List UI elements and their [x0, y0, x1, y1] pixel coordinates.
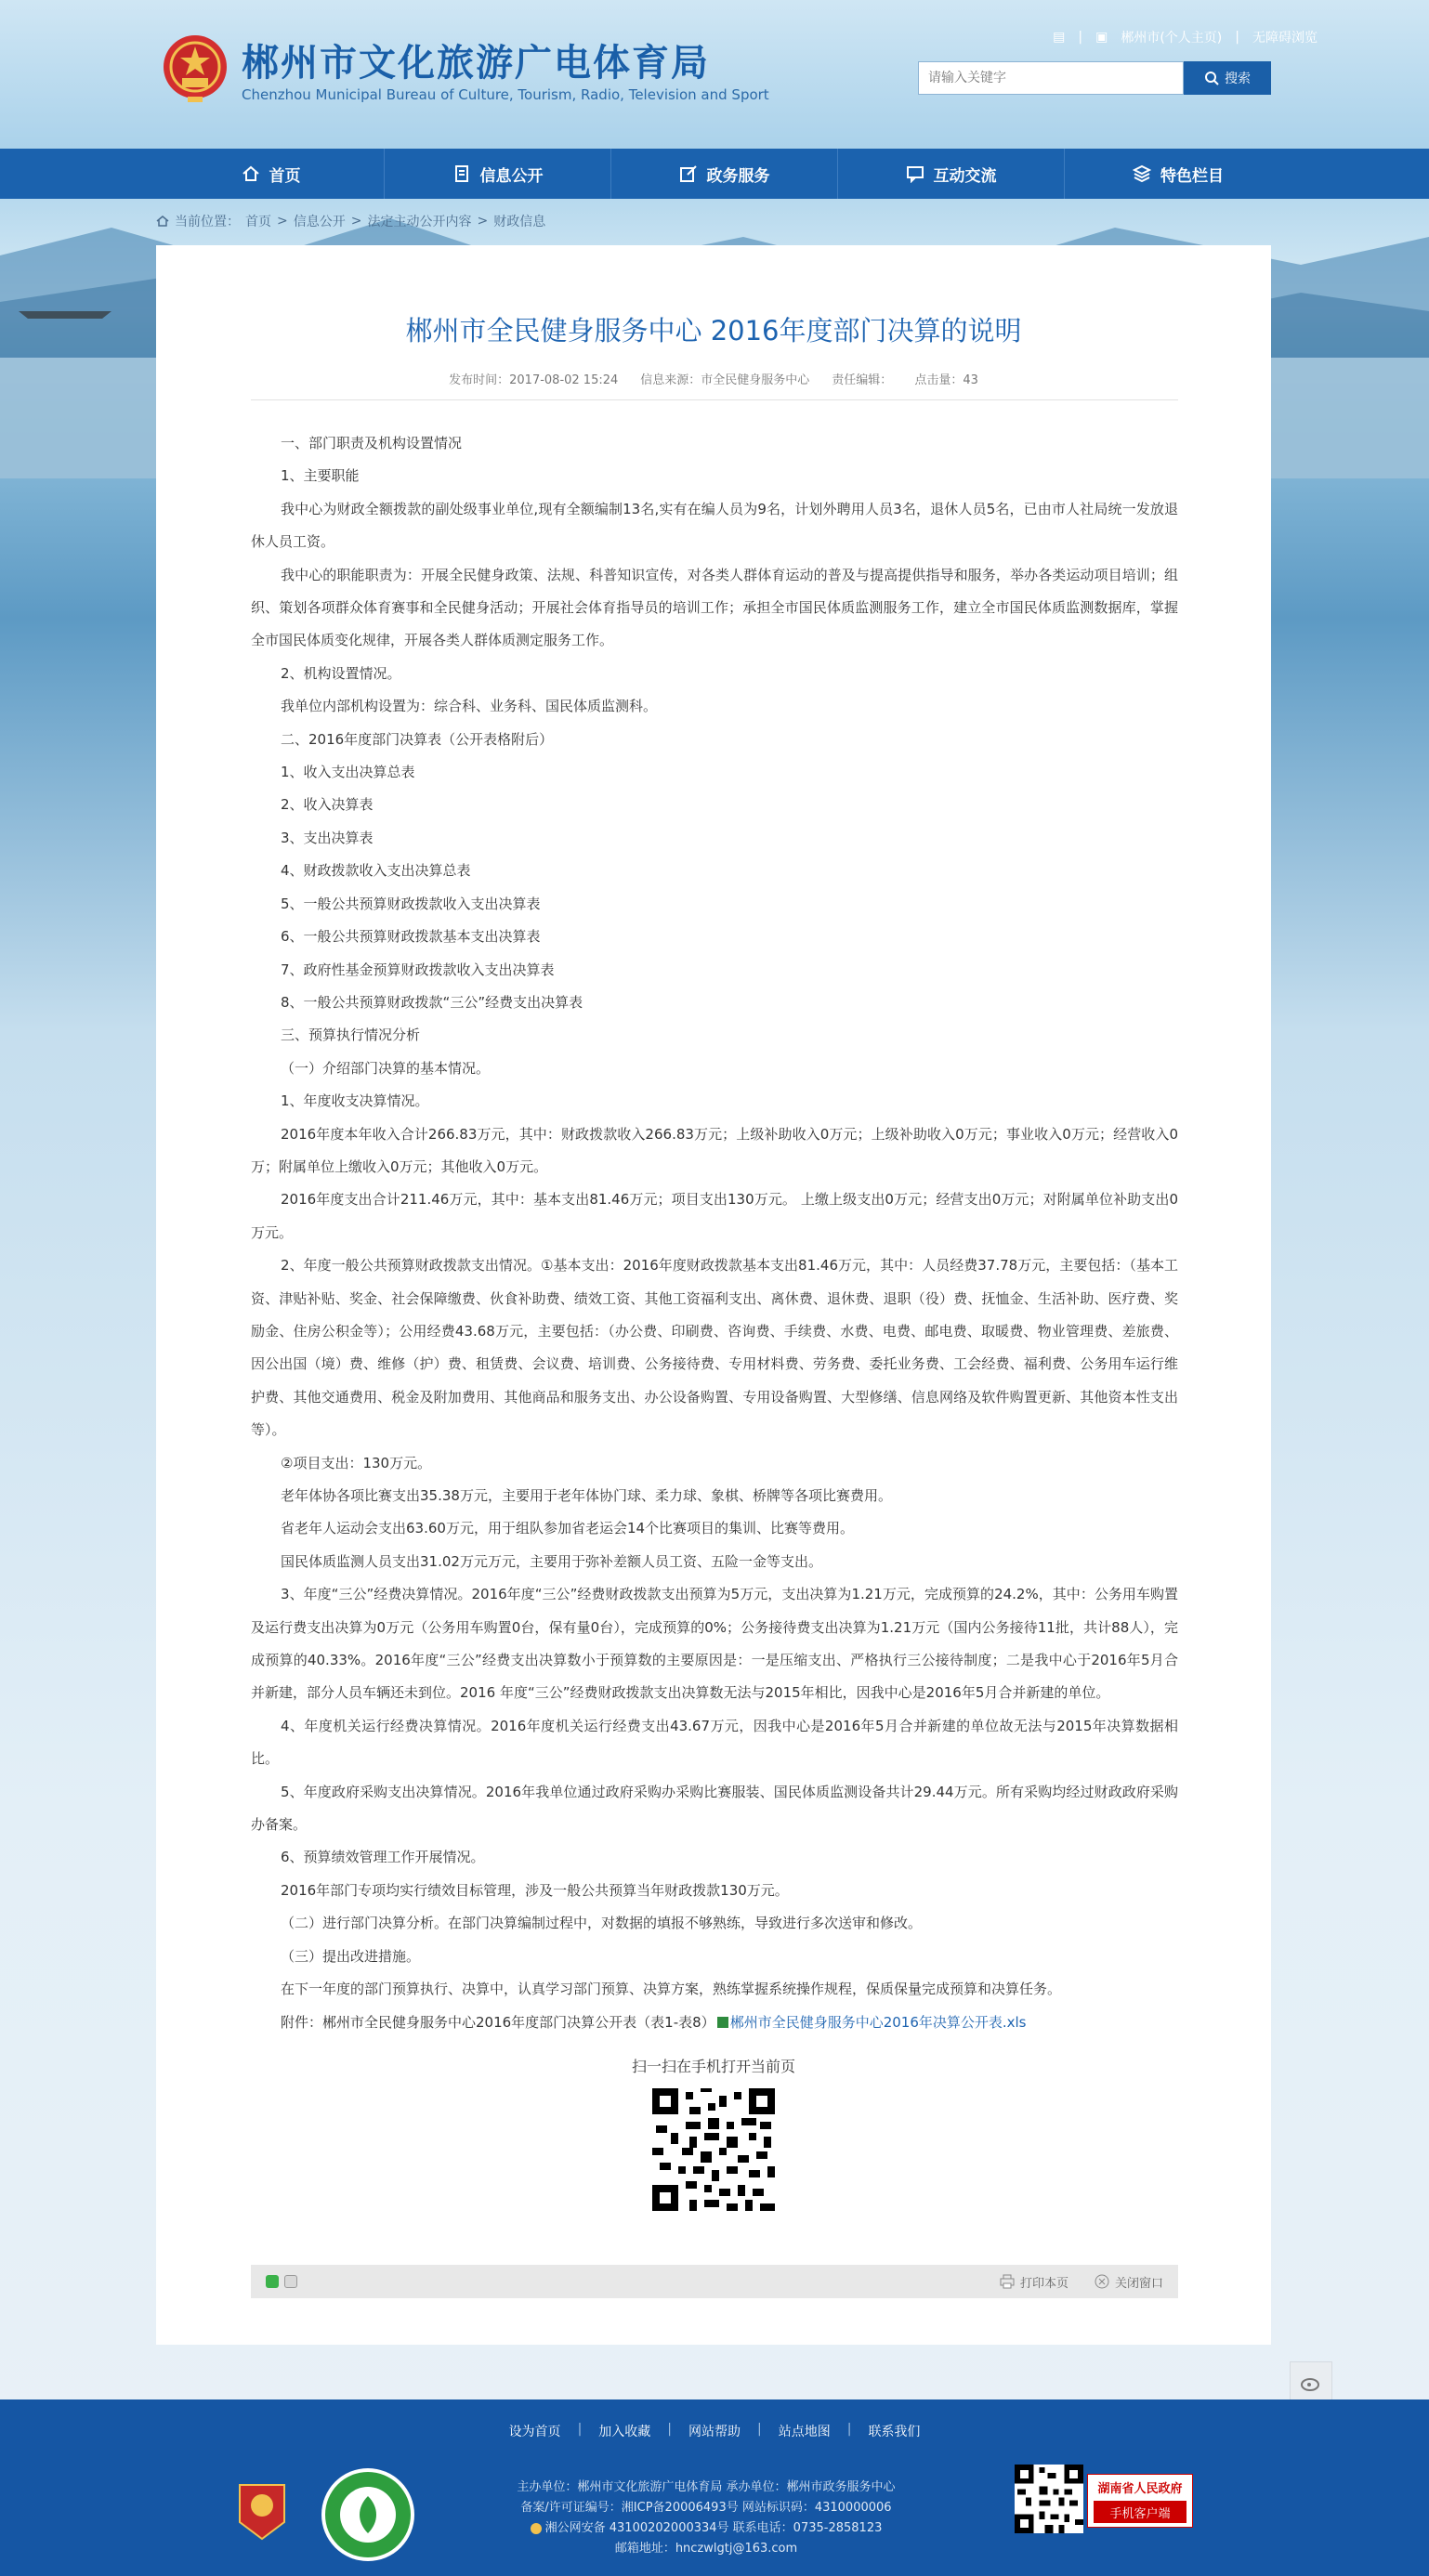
- weibo-icon: [1300, 2373, 1322, 2392]
- print-label: 打印本页: [1019, 2276, 1068, 2291]
- footer-link-contact[interactable]: 联系我们: [868, 2425, 921, 2439]
- top-links: [1053, 28, 1318, 46]
- footer-sponsor: 主办单位：郴州市文化旅游广电体育局 承办单位：郴州市政务服务中心: [517, 2480, 896, 2494]
- search-button[interactable]: [1184, 61, 1271, 95]
- article-title: 郴州市全民健身服务中心 2016年度部门决算的说明: [405, 315, 1022, 347]
- breadcrumb-separator: >: [277, 214, 288, 229]
- main-nav: [0, 149, 1429, 199]
- paragraph: 4、财政拨款收入支出决算总表: [281, 862, 471, 880]
- paragraph: （三）提出改进措施。: [281, 1947, 421, 1965]
- share-icons: [266, 2275, 297, 2288]
- article-toolbar: [251, 2265, 1178, 2298]
- police-badge-icon: [531, 2523, 542, 2534]
- paragraph: （一）介绍部门决算的基本情况。: [281, 1059, 491, 1077]
- paragraph: 4、年度机关运行经费决算情况。2016年度机关运行经费支出43.67万元，因我中心是2016年5月合并新建的单位故无法与2015年决算数据相比。: [251, 1717, 1178, 1768]
- responsible-editor: 责任编辑：: [832, 373, 893, 387]
- chat-icon: [906, 164, 924, 183]
- national-emblem-icon: [160, 32, 230, 106]
- nav-item-interaction[interactable]: [838, 149, 1065, 199]
- footer-email: 邮箱地址：hnczwlgtj@163.com: [614, 2542, 798, 2556]
- footer-link-help[interactable]: 网站帮助: [688, 2425, 741, 2439]
- paragraph: 在下一年度的部门预算执行、决算中，认真学习部门预算、决算方案，熟练掌握系统操作规程，保质保量完成预算和决算任务。: [281, 1981, 1062, 1998]
- breadcrumb-item-finance[interactable]: 财政信息: [493, 215, 546, 229]
- footer-police-text: 湘公网安备 43100202000334号 联系电话：0735-2858123: [544, 2521, 883, 2535]
- attachment-link[interactable]: 郴州市全民健身服务中心2016年决算公开表.xls: [729, 2013, 1027, 2031]
- site-footer: [0, 2399, 1429, 2576]
- footer-separator: |: [667, 2422, 672, 2437]
- paragraph: （二）进行部门决算分析。在部门决算编制过程中，对数据的填报不够熟练，导致进行多次送审和修改。: [281, 1915, 923, 1932]
- paragraph: 5、一般公共预算财政拨款收入支出决算表: [281, 895, 541, 912]
- site-header: [0, 0, 1429, 149]
- toplink-personal-home[interactable]: 郴州市(个人主页): [1121, 31, 1223, 46]
- info-source: 信息来源：市全民健身服务中心: [640, 373, 810, 387]
- user-icon[interactable]: ▤: [1053, 30, 1066, 45]
- paragraph: 3、年度“三公”经费决算情况。2016年度“三公”经费财政拨款支出预算为5万元，支出决算为1.21万元，完成预算的24.2%，其中：公务用车购置及运行费支出决算为0万元（公务用车购置0台，保有量0台），完成预算的0%；公务接待费支出决算为1.21万元（国内公务接待11批，共计88人），完成预算的40.33%。2016年度“三公”经费支出决算数小于预算数的主要原因是：一是压缩支出、严格执行三公接待制度；二是我中心于2016年5月合并新建，部分人员车辆还未到位。2016 年度“三公”经费财政拨款支出决算数无法与2015年相比，因我中心是2016年5月合并新建的单位。: [251, 1586, 1178, 1702]
- nav-label: 首页: [269, 166, 301, 186]
- party-gov-badge-icon[interactable]: [236, 2481, 288, 2543]
- paragraph: 5、年度政府采购支出决算情况。2016年我单位通过政府采购办采购比赛服装、国民体质监测设备共计29.44万元。所有采购均经过财政政府采购办备案。: [251, 1783, 1178, 1834]
- toplink-accessibility[interactable]: 无障碍浏览: [1252, 31, 1318, 46]
- footer-link-set-home[interactable]: 设为首页: [508, 2425, 561, 2439]
- nav-label: 政务服务: [706, 166, 770, 186]
- toplink-separator: |: [1235, 30, 1239, 45]
- nav-label: 信息公开: [479, 166, 544, 186]
- search-icon: [1204, 71, 1219, 85]
- weibo-share-icon[interactable]: [284, 2275, 297, 2288]
- footer-info: [446, 2478, 966, 2559]
- printer-icon: [1000, 2274, 1015, 2289]
- close-window-button[interactable]: [1095, 2273, 1163, 2291]
- footer-separator: |: [577, 2422, 583, 2437]
- footer-link-favorite[interactable]: 加入收藏: [598, 2425, 651, 2439]
- article-panel: [156, 245, 1271, 2345]
- footer-qr-code-image: [1015, 2465, 1083, 2533]
- paragraph: 2、年度一般公共预算财政拨款支出情况。①基本支出：2016年度财政拨款基本支出81.46万元，其中：人员经费37.78万元，主要包括：（基本工资、津贴补贴、奖金、社会保障缴费、伙食补助费、绩效工资、其他工资福利支出、离休费、退休费、退职（役）费、抚恤金、生活补助、医疗费、奖励金、住房公积金等）；公用经费43.68万元，主要包括：（办公费、印刷费、咨询费、手续费、水费、电费、邮电费、取暖费、物业管理费、差旅费、因公出国（境）费、维修（护）费、租赁费、会议费、培训费、公务接待费、专用材料费、劳务费、委托业务费、工会经费、福利费、公务用车运行维护费、其他交通费用、税金及附加费用、其他商品和服务支出、办公设备购置、专用设备购置、大型修缮、信息网络及软件购置更新、其他资本性支出等）。: [251, 1257, 1178, 1439]
- paragraph: 一、部门职责及机构设置情况: [281, 435, 463, 451]
- nav-item-featured[interactable]: [1065, 149, 1291, 199]
- paragraph: 2016年度本年收入合计266.83万元，其中：财政拨款收入266.83万元；上级补助收入0万元；上级补助收入0万元；事业收入0万元；经营收入0万；附属单位上缴收入0万元；其他收入0万元。: [251, 1125, 1178, 1175]
- home-icon: [242, 164, 260, 183]
- paragraph: 6、预算绩效管理工作开展情况。: [281, 1849, 485, 1866]
- footer-separator: |: [757, 2422, 762, 2437]
- search-button-label: 搜索: [1225, 72, 1251, 86]
- footer-icp[interactable]: 备案/许可证编号：湘ICP备20006493号 网站标识码：4310000006: [520, 2501, 892, 2515]
- paragraph: 6、一般公共预算财政拨款基本支出决算表: [281, 928, 541, 946]
- article-body: [251, 427, 1178, 2039]
- breadcrumb: [156, 212, 545, 230]
- breadcrumb-separator: >: [477, 214, 489, 229]
- paragraph: 二、2016年度部门决算表（公开表格附后）: [281, 730, 554, 748]
- breadcrumb-item-info[interactable]: 信息公开: [293, 215, 346, 229]
- paragraph: 1、年度收支决算情况。: [281, 1092, 429, 1110]
- article-meta: [156, 370, 1271, 387]
- paragraph: 3、支出决算表: [281, 829, 374, 846]
- paragraph: 国民体质监测人员支出31.02万元万元，主要用于弥补差额人员工资、五险一金等支出。: [281, 1552, 822, 1570]
- paragraph: 老年体协各项比赛支出35.38万元，主要用于老年体协门球、柔力球、象棋、桥牌等各项比赛费用。: [281, 1487, 892, 1504]
- gov-site-finder-badge-icon[interactable]: [320, 2466, 416, 2563]
- nav-label: 特色栏目: [1160, 166, 1224, 186]
- qr-caption: 扫一扫在手机打开当前页: [631, 2058, 795, 2075]
- paragraph: 2016年部门专项均实行绩效目标管理，涉及一般公共预算当年财政拨款130万元。: [281, 1881, 789, 1899]
- breadcrumb-separator: >: [350, 214, 362, 229]
- qr-code-image: [652, 2088, 775, 2211]
- document-icon: [452, 164, 471, 183]
- paragraph: 我中心为财政全额拨款的副处级事业单位,现有全额编制13名,实有在编人员为9名，计划外聘用人员3名，退休人员5名，已由市人社局统一发放退休人员工资。: [251, 500, 1178, 551]
- site-title: 郴州市文化旅游广电体育局: [242, 42, 710, 85]
- nav-item-home[interactable]: [158, 149, 385, 199]
- meta-divider: [251, 399, 1178, 400]
- monitor-icon: ▣: [1095, 30, 1108, 45]
- paragraph: 2、机构设置情况。: [281, 664, 401, 682]
- close-label: 关闭窗口: [1114, 2276, 1163, 2291]
- close-icon: [1095, 2274, 1109, 2289]
- paragraph: 我中心的职能职责为：开展全民健身政策、法规、科普知识宣传，对各类人群体育运动的普及与提高提供指导和服务，举办各类运动项目培训；组织、策划各项群众体育赛事和全民健身活动；开展社会体育指导员的培训工作；承担全市国民体质监测服务工作，建立全市国民体质监测数据库，掌握全市国民体质变化规律，开展各类人群体质测定服务工作。: [251, 566, 1178, 649]
- search-input[interactable]: [918, 61, 1184, 95]
- breadcrumb-item-statutory[interactable]: 法定主动公开内容: [367, 215, 472, 229]
- footer-links: [0, 2422, 1429, 2440]
- paragraph: 7、政府性基金预算财政拨款收入支出决算表: [281, 961, 555, 978]
- breadcrumb-item-home[interactable]: 首页: [245, 215, 271, 229]
- wechat-share-icon[interactable]: [266, 2275, 279, 2288]
- paragraph: 1、收入支出决算总表: [281, 764, 415, 781]
- toplink-separator: |: [1078, 30, 1083, 45]
- paragraph: 三、预算执行情况分析: [281, 1026, 421, 1044]
- breadcrumb-prefix: 当前位置：: [175, 215, 240, 229]
- paragraph: 2、收入决算表: [281, 796, 374, 814]
- search-bar: [918, 61, 1271, 95]
- weibo-float-button[interactable]: [1290, 2361, 1332, 2404]
- footer-link-sitemap[interactable]: 站点地图: [778, 2425, 831, 2439]
- publish-time: 发布时间：2017-08-02 15:24: [449, 373, 619, 387]
- edit-icon: [679, 164, 698, 183]
- nav-item-gov-service[interactable]: [611, 149, 838, 199]
- paragraph: 2016年度支出合计211.46万元，其中：基本支出81.46万元；项目支出130万元。 上缴上级支出0万元；经营支出0万元；对附属单位补助支出0万元。: [251, 1191, 1178, 1241]
- paragraph: 我单位内部机构设置为：综合科、业务科、国民体质监测科。: [281, 698, 658, 715]
- site-subtitle: Chenzhou Municipal Bureau of Culture, Tourism, Radio, Television and Sport: [242, 86, 769, 103]
- layers-icon: [1133, 164, 1151, 183]
- provincial-gov-app-badge[interactable]: [1087, 2474, 1193, 2528]
- paragraph: ②项目支出：130万元。: [281, 1454, 432, 1471]
- paragraph: 8、一般公共预算财政拨款“三公”经费支出决算表: [281, 993, 583, 1011]
- paragraph: 1、主要职能: [281, 467, 360, 485]
- app-badge-subtitle: 手机客户端: [1094, 2501, 1186, 2523]
- nav-item-info-disclosure[interactable]: [385, 149, 611, 199]
- excel-file-icon: [717, 2017, 728, 2028]
- paragraph: 省老年人运动会支出63.60万元，用于组队参加省老运会14个比赛项目的集训、比赛等费用。: [281, 1520, 855, 1537]
- footer-police: [446, 2518, 966, 2539]
- attachment-line: [251, 2007, 1178, 2039]
- home-icon: [156, 215, 169, 228]
- nav-label: 互动交流: [933, 166, 997, 186]
- attachment-prefix: 附件：郴州市全民健身服务中心2016年度部门决算公开表（表1-表8）: [281, 2013, 715, 2031]
- footer-separator: |: [846, 2422, 852, 2437]
- app-badge-title: 湖南省人民政府: [1097, 2482, 1183, 2496]
- print-button[interactable]: [1000, 2273, 1068, 2291]
- hit-count: 点击量：43: [914, 373, 978, 387]
